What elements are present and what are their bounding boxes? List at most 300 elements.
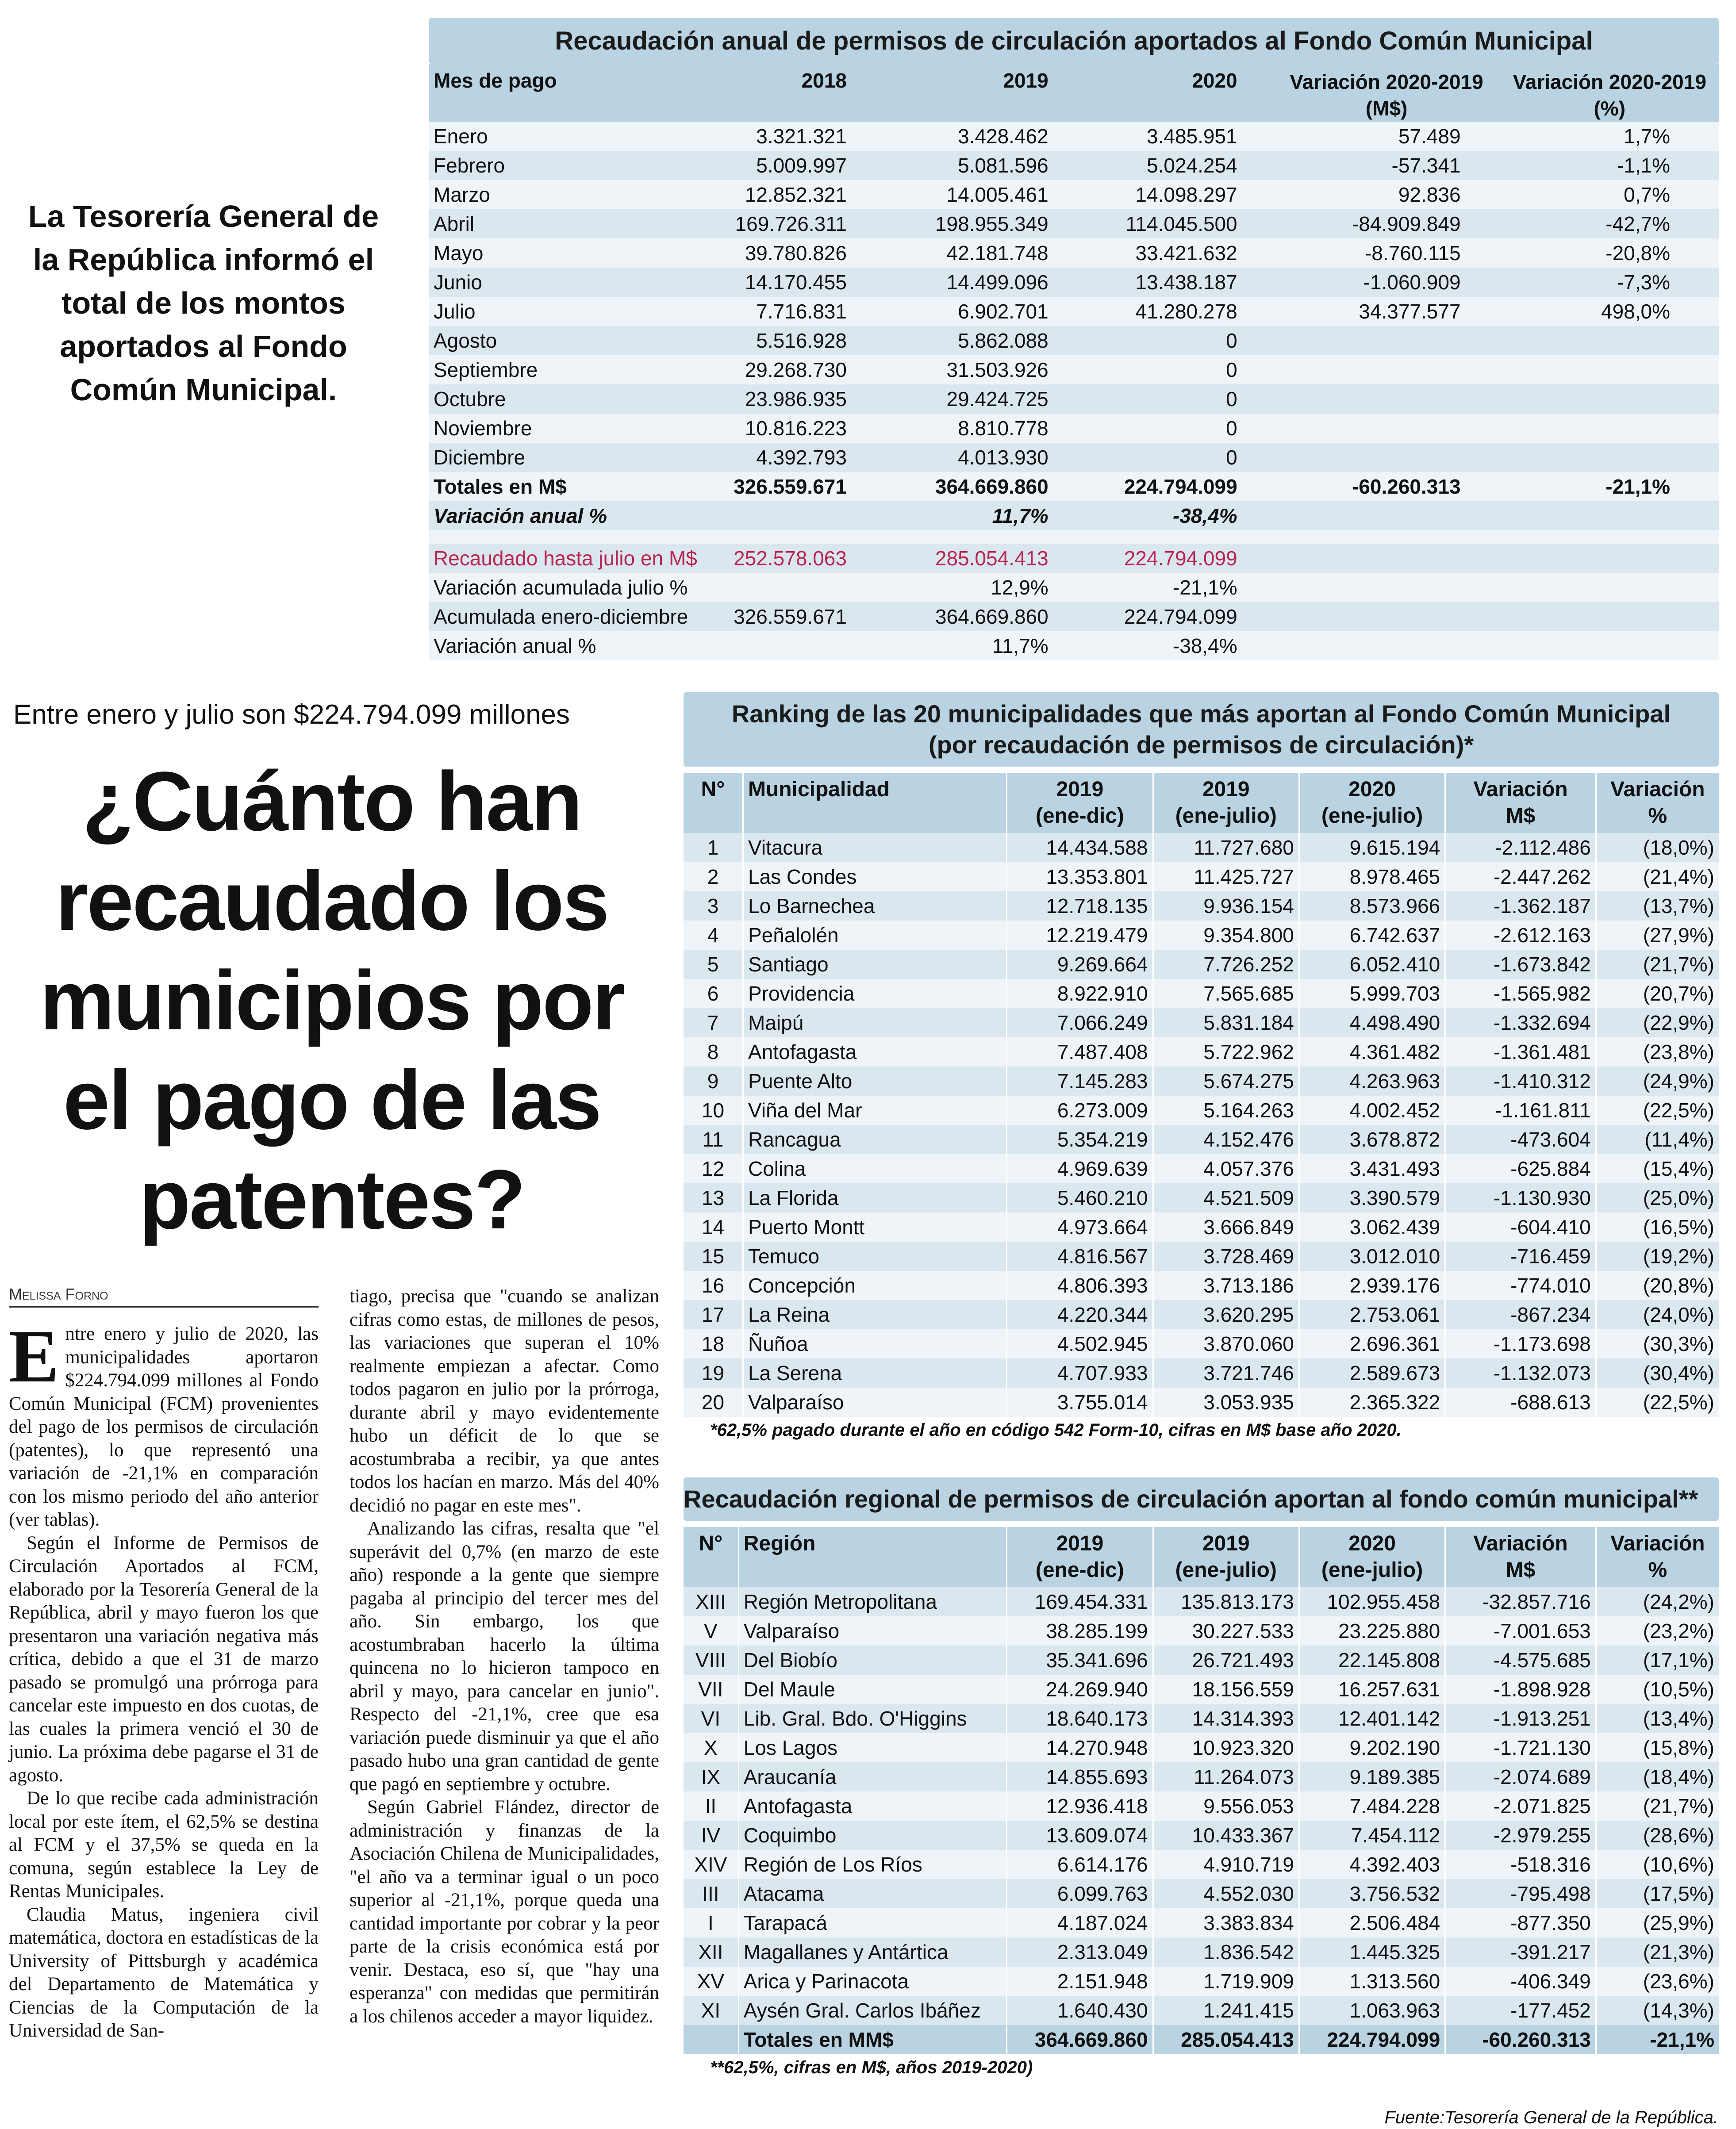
value-cell: 3.383.834 <box>1153 1908 1299 1937</box>
header-2018: 2018 <box>801 69 847 92</box>
table-row <box>684 1212 1719 1242</box>
value-cell: (21,7%) <box>1596 950 1719 979</box>
cell-value <box>702 501 869 530</box>
value-cell: 4.521.509 <box>1153 1183 1299 1212</box>
value-cell: 5.354.219 <box>1007 1125 1153 1154</box>
summary-row <box>429 573 1719 602</box>
value-cell: (23,6%) <box>1596 1967 1719 1996</box>
cell-value: -38,4% <box>1075 501 1273 530</box>
cell-value: 285.054.413 <box>869 544 1075 573</box>
value-cell: 7.487.408 <box>1007 1037 1153 1066</box>
cell-value: 224.794.099 <box>1075 544 1273 573</box>
table-row <box>684 1037 1719 1066</box>
table-row <box>684 1329 1719 1358</box>
cell-value <box>1273 501 1501 530</box>
value-cell: (23,8%) <box>1596 1037 1719 1066</box>
cell-value: 0 <box>1075 326 1273 355</box>
value-cell: -795.498 <box>1445 1879 1596 1908</box>
cell-value <box>1501 631 1719 660</box>
value-cell: 3.620.295 <box>1153 1300 1299 1329</box>
cell-value: 33.421.632 <box>1075 238 1273 268</box>
value-cell: (30,3%) <box>1596 1329 1719 1358</box>
header-number: N° <box>684 1527 738 1587</box>
rank-cell: 16 <box>684 1271 743 1300</box>
article-column-1 <box>9 1315 319 2043</box>
row-label: Junio <box>429 268 702 297</box>
cell-value <box>1273 443 1501 472</box>
value-cell: 3.713.186 <box>1153 1271 1299 1300</box>
value-cell: 9.615.194 <box>1299 833 1445 862</box>
value-cell: (18,0%) <box>1596 833 1719 862</box>
cell-value: 169.726.311 <box>702 209 869 238</box>
name-cell: La Florida <box>743 1183 1006 1212</box>
value-cell: 14.314.393 <box>1153 1704 1299 1733</box>
header-variation-mp: Variación M$ <box>1445 773 1596 833</box>
rank-cell: 6 <box>684 979 743 1008</box>
cell-value: 114.045.500 <box>1075 209 1273 238</box>
value-cell: 1.640.430 <box>1007 1996 1153 2025</box>
value-cell: 6.052.410 <box>1299 950 1445 979</box>
value-cell: 9.556.053 <box>1153 1791 1299 1821</box>
value-cell: 13.609.074 <box>1007 1821 1153 1850</box>
value-cell: -2.979.255 <box>1445 1821 1596 1850</box>
name-cell: Puente Alto <box>743 1066 1006 1096</box>
cell-value: 31.503.926 <box>869 355 1075 384</box>
cell-value: 6.902.701 <box>869 297 1075 326</box>
value-cell: (24,0%) <box>1596 1300 1719 1329</box>
totals-value: -21,1% <box>1596 2025 1719 2054</box>
name-cell: Las Condes <box>743 862 1006 891</box>
cell-value: -57.341 <box>1273 151 1501 180</box>
table-row <box>684 1879 1719 1908</box>
source-credit: Fuente:Tesorería General de la República. <box>1384 2108 1718 2127</box>
cell-value: 29.268.730 <box>702 355 869 384</box>
value-cell: -867.234 <box>1445 1300 1596 1329</box>
annual-table-title: Recaudación anual de permisos de circulación aportados al Fondo Común Municipal <box>429 18 1719 64</box>
rank-cell: 7 <box>684 1008 743 1037</box>
month-row <box>429 384 1719 414</box>
rank-cell: VIII <box>684 1646 738 1675</box>
summary-row <box>429 602 1719 631</box>
cell-value: 5.009.997 <box>702 151 869 180</box>
value-cell: (16,5%) <box>1596 1212 1719 1242</box>
cell-value <box>1501 573 1719 602</box>
value-cell: -2.612.163 <box>1445 921 1596 950</box>
table-row <box>684 1300 1719 1329</box>
cell-value: 92.836 <box>1273 180 1501 209</box>
cell-value: 0 <box>1075 384 1273 414</box>
value-cell: 3.053.935 <box>1153 1388 1299 1417</box>
name-cell: Valparaíso <box>738 1616 1006 1646</box>
value-cell: (14,3%) <box>1596 1996 1719 2025</box>
cell-value: 364.669.860 <box>869 602 1075 631</box>
cell-value: 224.794.099 <box>1075 602 1273 631</box>
value-cell: 11.425.727 <box>1153 862 1299 891</box>
name-cell: Lo Barnechea <box>743 891 1006 921</box>
name-cell: Antofagasta <box>738 1791 1006 1821</box>
value-cell: 7.726.252 <box>1153 950 1299 979</box>
cell-value <box>1273 544 1501 573</box>
value-cell: 4.806.393 <box>1007 1271 1153 1300</box>
cell-value: 8.810.778 <box>869 414 1075 443</box>
spacer-row <box>429 530 1719 544</box>
name-cell: Antofagasta <box>743 1037 1006 1066</box>
regional-footnote: **62,5%, cifras en M$, años 2019-2020) <box>710 2058 1033 2077</box>
summary-row <box>429 631 1719 660</box>
table-row <box>684 1996 1719 2025</box>
value-cell: (28,6%) <box>1596 1821 1719 1850</box>
cell-value: 41.280.278 <box>1075 297 1273 326</box>
header-2020-ene-julio: 2020 (ene-julio) <box>1299 1527 1445 1587</box>
value-cell: 1.445.325 <box>1299 1937 1445 1967</box>
value-cell: 8.922.910 <box>1007 979 1153 1008</box>
article-paragraph: Entre enero y julio de 2020, las municipalidades aportaron $224.794.099 millones al Fondo Común Municipal (FCM) provenientes del pago de los permisos de circulación (patentes), lo que representó una variación de -21,1% en comparación con los mismo periodo del año anterior (ver tablas). <box>9 1315 319 1530</box>
cell-value: -7,3% <box>1501 268 1719 297</box>
value-cell: 3.870.060 <box>1153 1329 1299 1358</box>
value-cell: 11.264.073 <box>1153 1762 1299 1791</box>
totals-label: Totales en MM$ <box>738 2025 1006 2054</box>
cell-value: 326.559.671 <box>702 602 869 631</box>
cell-value: 0 <box>1075 414 1273 443</box>
name-cell: Aysén Gral. Carlos Ibáñez <box>738 1996 1006 2025</box>
value-cell: (18,4%) <box>1596 1762 1719 1791</box>
regional-header-row <box>684 1527 1719 1587</box>
article-paragraph: Según el Informe de Permisos de Circulación Aportados al FCM, elaborado por la Tesorería General de la República, abril y mayo fueron los que presentaron una variación negativa más crítica, debido a que el 31 de marzo pasado se promulgó una prórroga para cancelar este impuesto en dos cuotas, de las cuales la primera venció el 30 de junio. La próxima debe pagarse el 31 de agosto. <box>9 1532 319 1786</box>
row-label: Julio <box>429 297 702 326</box>
rank-cell: 1 <box>684 833 743 862</box>
value-cell: -1.332.694 <box>1445 1008 1596 1037</box>
header-2019-ene-julio: 2019 (ene-julio) <box>1153 1527 1299 1587</box>
name-cell: Araucanía <box>738 1762 1006 1791</box>
value-cell: -32.857.716 <box>1445 1587 1596 1616</box>
cell-value: 3.485.951 <box>1075 122 1273 151</box>
rank-cell: I <box>684 1908 738 1937</box>
totals-row <box>429 472 1719 501</box>
regional-collection-table <box>684 1477 1719 2081</box>
row-label: Variación anual % <box>429 501 702 530</box>
value-cell: -1.913.251 <box>1445 1704 1596 1733</box>
article-byline: Melissa Forno <box>9 1285 319 1308</box>
value-cell: -604.410 <box>1445 1212 1596 1242</box>
name-cell: Viña del Mar <box>743 1096 1006 1125</box>
article-paragraph: De lo que recibe cada administración local por este ítem, el 62,5% se destina al FCM y el 37,5% se queda en la comuna, según establece la Ley de Rentas Municipales. <box>9 1788 319 1902</box>
cell-value <box>1501 384 1719 414</box>
value-cell: 3.012.010 <box>1299 1242 1445 1271</box>
value-cell: -1.673.842 <box>1445 950 1596 979</box>
name-cell: Valparaíso <box>743 1388 1006 1417</box>
name-cell: La Reina <box>743 1300 1006 1329</box>
name-cell: Del Maule <box>738 1675 1006 1704</box>
cell-value <box>1501 602 1719 631</box>
header-2019: 2019 <box>1003 69 1049 92</box>
table-row <box>684 1066 1719 1096</box>
value-cell: 1.241.415 <box>1153 1996 1299 2025</box>
article-paragraph: Claudia Matus, ingeniera civil matemática, doctora en estadísticas de la University of Pittsburgh y académica del Departamento de Matemática y Ciencias de la Computación de la Universidad de San- <box>9 1904 319 2041</box>
row-label: Diciembre <box>429 443 702 472</box>
table-row <box>684 1850 1719 1879</box>
value-cell: 1.836.542 <box>1153 1937 1299 1967</box>
name-cell: Coquimbo <box>738 1821 1006 1850</box>
totals-row <box>684 2025 1719 2054</box>
value-cell: 7.484.228 <box>1299 1791 1445 1821</box>
value-cell: 3.431.493 <box>1299 1154 1445 1183</box>
value-cell: 7.066.249 <box>1007 1008 1153 1037</box>
cell-value: 3.428.462 <box>869 122 1075 151</box>
value-cell: 16.257.631 <box>1299 1675 1445 1704</box>
name-cell: Ñuñoa <box>743 1329 1006 1358</box>
header-month: Mes de pago <box>434 69 557 92</box>
ranking-table-body <box>684 833 1719 1417</box>
totals-value: 285.054.413 <box>1153 2025 1299 2054</box>
annual-table-body <box>429 122 1719 660</box>
value-cell: -2.074.689 <box>1445 1762 1596 1791</box>
value-cell: 7.145.283 <box>1007 1066 1153 1096</box>
value-cell: 9.354.800 <box>1153 921 1299 950</box>
value-cell: 11.727.680 <box>1153 833 1299 862</box>
cell-value: -21,1% <box>1075 573 1273 602</box>
value-cell: -877.350 <box>1445 1908 1596 1937</box>
sidebar-summary: La Tesorería General de la República informó el total de los montos aportados al Fondo Común Municipal. <box>28 199 379 407</box>
value-cell: 38.285.199 <box>1007 1616 1153 1646</box>
header-variation-mp: Variación 2020-2019 (M$) <box>1290 70 1483 120</box>
value-cell: 4.816.567 <box>1007 1242 1153 1271</box>
rank-cell: 14 <box>684 1212 743 1242</box>
value-cell: 4.969.639 <box>1007 1154 1153 1183</box>
table-row <box>684 1183 1719 1212</box>
name-cell: Región de Los Ríos <box>738 1850 1006 1879</box>
value-cell: -1.161.811 <box>1445 1096 1596 1125</box>
value-cell: 22.145.808 <box>1299 1646 1445 1675</box>
value-cell: 30.227.533 <box>1153 1616 1299 1646</box>
totals-value: -60.260.313 <box>1445 2025 1596 2054</box>
value-cell: 9.202.190 <box>1299 1733 1445 1762</box>
cell-value <box>1501 414 1719 443</box>
value-cell: 6.099.763 <box>1007 1879 1153 1908</box>
cell-value: 39.780.826 <box>702 238 869 268</box>
header-2019-ene-dic: 2019 (ene-dic) <box>1007 1527 1153 1587</box>
header-number: N° <box>684 773 743 833</box>
annual-variation-row <box>429 501 1719 530</box>
value-cell: -2.447.262 <box>1445 862 1596 891</box>
cell-value: -20,8% <box>1501 238 1719 268</box>
cell-value <box>1501 355 1719 384</box>
cell-value <box>702 631 869 660</box>
table-row <box>684 1821 1719 1850</box>
name-cell: Atacama <box>738 1879 1006 1908</box>
rank-cell: VII <box>684 1675 738 1704</box>
ranking-footnote: *62,5% pagado durante el año en código 542 Form-10, cifras en M$ base año 2020. <box>710 1420 1402 1440</box>
annual-collection-table <box>429 18 1719 660</box>
name-cell: Los Lagos <box>738 1733 1006 1762</box>
name-cell: Tarapacá <box>738 1908 1006 1937</box>
header-variation-pct: Variación 2020-2019 (%) <box>1513 70 1706 120</box>
rank-cell: 8 <box>684 1037 743 1066</box>
value-cell: 169.454.331 <box>1007 1587 1153 1616</box>
cell-value <box>1501 326 1719 355</box>
value-cell: 8.978.465 <box>1299 862 1445 891</box>
value-cell: 6.742.637 <box>1299 921 1445 950</box>
value-cell: -177.452 <box>1445 1996 1596 2025</box>
value-cell: (30,4%) <box>1596 1358 1719 1388</box>
value-cell: 5.831.184 <box>1153 1008 1299 1037</box>
value-cell: (21,7%) <box>1596 1791 1719 1821</box>
name-cell: Peñalolén <box>743 921 1006 950</box>
rank-cell: 11 <box>684 1125 743 1154</box>
row-label: Marzo <box>429 180 702 209</box>
value-cell: 5.460.210 <box>1007 1183 1153 1212</box>
value-cell: 14.855.693 <box>1007 1762 1153 1791</box>
value-cell: 135.813.173 <box>1153 1587 1299 1616</box>
cell-value: 498,0% <box>1501 297 1719 326</box>
value-cell: 12.401.142 <box>1299 1704 1445 1733</box>
month-row <box>429 268 1719 297</box>
value-cell: 26.721.493 <box>1153 1646 1299 1675</box>
cell-value <box>1501 501 1719 530</box>
name-cell: La Serena <box>743 1358 1006 1388</box>
rank-cell: 4 <box>684 921 743 950</box>
ranking-header-row <box>684 773 1719 833</box>
value-cell: (17,5%) <box>1596 1879 1719 1908</box>
value-cell: 4.502.945 <box>1007 1329 1153 1358</box>
value-cell: (15,8%) <box>1596 1733 1719 1762</box>
value-cell: -688.613 <box>1445 1388 1596 1417</box>
value-cell: 5.722.962 <box>1153 1037 1299 1066</box>
value-cell: 7.565.685 <box>1153 979 1299 1008</box>
value-cell: 12.936.418 <box>1007 1791 1153 1821</box>
month-row <box>429 180 1719 209</box>
value-cell: -1.362.187 <box>1445 891 1596 921</box>
value-cell: (10,6%) <box>1596 1850 1719 1879</box>
value-cell: -2.112.486 <box>1445 833 1596 862</box>
summary-row <box>429 544 1719 573</box>
value-cell: 2.589.673 <box>1299 1358 1445 1388</box>
value-cell: (17,1%) <box>1596 1646 1719 1675</box>
cell-value: 11,7% <box>869 501 1075 530</box>
totals-value: 224.794.099 <box>1299 2025 1445 2054</box>
value-cell: -1.132.073 <box>1445 1358 1596 1388</box>
value-cell: 4.152.476 <box>1153 1125 1299 1154</box>
row-label: Enero <box>429 122 702 151</box>
table-row <box>684 1154 1719 1183</box>
table-row <box>684 1675 1719 1704</box>
table-row <box>684 1791 1719 1821</box>
cell-value: 23.986.935 <box>702 384 869 414</box>
cell-value: 198.955.349 <box>869 209 1075 238</box>
article-kicker: Entre enero y julio son $224.794.099 millones <box>13 699 570 730</box>
value-cell: 10.433.367 <box>1153 1821 1299 1850</box>
value-cell: 10.923.320 <box>1153 1733 1299 1762</box>
row-label: Septiembre <box>429 355 702 384</box>
value-cell: 2.939.176 <box>1299 1271 1445 1300</box>
name-cell: Arica y Parinacota <box>738 1967 1006 1996</box>
table-row <box>684 1125 1719 1154</box>
regional-table-title: Recaudación regional de permisos de circulación aportan al fondo común municipal** <box>684 1477 1719 1521</box>
value-cell: 14.270.948 <box>1007 1733 1153 1762</box>
header-variation-pct: Variación % <box>1596 1527 1719 1587</box>
table-row <box>684 1762 1719 1791</box>
cell-value: 326.559.671 <box>702 472 869 501</box>
value-cell: 9.189.385 <box>1299 1762 1445 1791</box>
header-2019-ene-dic: 2019 (ene-dic) <box>1007 773 1153 833</box>
row-label: Totales en M$ <box>429 472 702 501</box>
value-cell: 2.313.049 <box>1007 1937 1153 1967</box>
ranking-table-grid <box>684 773 1719 833</box>
cell-value <box>1273 355 1501 384</box>
rank-cell: IV <box>684 1821 738 1850</box>
value-cell: 3.721.746 <box>1153 1358 1299 1388</box>
name-cell: Región Metropolitana <box>738 1587 1006 1616</box>
value-cell: 1.063.963 <box>1299 1996 1445 2025</box>
article-paragraph: Analizando las cifras, resalta que "el superávit del 0,7% (en marzo de este año) responde a la gente que siempre pagaba al principio del tercer mes del año. Sin embargo, los que acostumbraban hacerlo la última quincena no lo hicieron tampoco en abril y mayo, para cancelar en junio". Respecto del -21,1%, cree que esa variación puede disminuir ya que el año pasado hubo una gran cantidad de gente que pagó en septiembre y octubre. <box>350 1518 659 1795</box>
cell-value <box>702 573 869 602</box>
value-cell: (10,5%) <box>1596 1675 1719 1704</box>
value-cell: 24.269.940 <box>1007 1675 1153 1704</box>
header-2020: 2020 <box>1192 69 1237 92</box>
cell-value: -60.260.313 <box>1273 472 1501 501</box>
name-cell: Magallanes y Antártica <box>738 1937 1006 1967</box>
rank-cell: XV <box>684 1967 738 1996</box>
rank-cell: 13 <box>684 1183 743 1212</box>
cell-value: 57.489 <box>1273 122 1501 151</box>
value-cell: -391.217 <box>1445 1937 1596 1967</box>
cell-value <box>1501 443 1719 472</box>
row-label: Recaudado hasta julio en M$ <box>429 544 702 573</box>
cell-value: 14.005.461 <box>869 180 1075 209</box>
value-cell: (25,0%) <box>1596 1183 1719 1212</box>
value-cell: -4.575.685 <box>1445 1646 1596 1675</box>
name-cell: Lib. Gral. Bdo. O'Higgins <box>738 1704 1006 1733</box>
cell-value: 364.669.860 <box>869 472 1075 501</box>
value-cell: 102.955.458 <box>1299 1587 1445 1616</box>
cell-value: 1,7% <box>1501 122 1719 151</box>
cell-value: 4.392.793 <box>702 443 869 472</box>
value-cell: -1.721.130 <box>1445 1733 1596 1762</box>
row-label: Octubre <box>429 384 702 414</box>
row-label: Noviembre <box>429 414 702 443</box>
value-cell: (22,5%) <box>1596 1388 1719 1417</box>
value-cell: 6.614.176 <box>1007 1850 1153 1879</box>
table-row <box>684 1008 1719 1037</box>
cell-value: 5.081.596 <box>869 151 1075 180</box>
drop-cap: E <box>9 1315 59 1398</box>
cell-value: 12.852.321 <box>702 180 869 209</box>
cell-value: 13.438.187 <box>1075 268 1273 297</box>
value-cell: 9.269.664 <box>1007 950 1153 979</box>
value-cell: 4.057.376 <box>1153 1154 1299 1183</box>
table-row <box>684 921 1719 950</box>
cell-value <box>1273 631 1501 660</box>
rank-cell: V <box>684 1616 738 1646</box>
value-cell: 4.002.452 <box>1299 1096 1445 1125</box>
value-cell: (13,4%) <box>1596 1704 1719 1733</box>
table-row <box>684 1271 1719 1300</box>
name-cell: Temuco <box>743 1242 1006 1271</box>
month-row <box>429 209 1719 238</box>
value-cell: 35.341.696 <box>1007 1646 1153 1675</box>
annual-table-header-row <box>429 64 1719 122</box>
table-row <box>684 862 1719 891</box>
value-cell: (20,8%) <box>1596 1271 1719 1300</box>
rank-cell: 5 <box>684 950 743 979</box>
cell-value: -1,1% <box>1501 151 1719 180</box>
cell-value <box>1273 602 1501 631</box>
rank-cell: XI <box>684 1996 738 2025</box>
value-cell: 2.151.948 <box>1007 1967 1153 1996</box>
cell-value: 10.816.223 <box>702 414 869 443</box>
month-row <box>429 355 1719 384</box>
value-cell: 12.718.135 <box>1007 891 1153 921</box>
rank-cell: XIV <box>684 1850 738 1879</box>
